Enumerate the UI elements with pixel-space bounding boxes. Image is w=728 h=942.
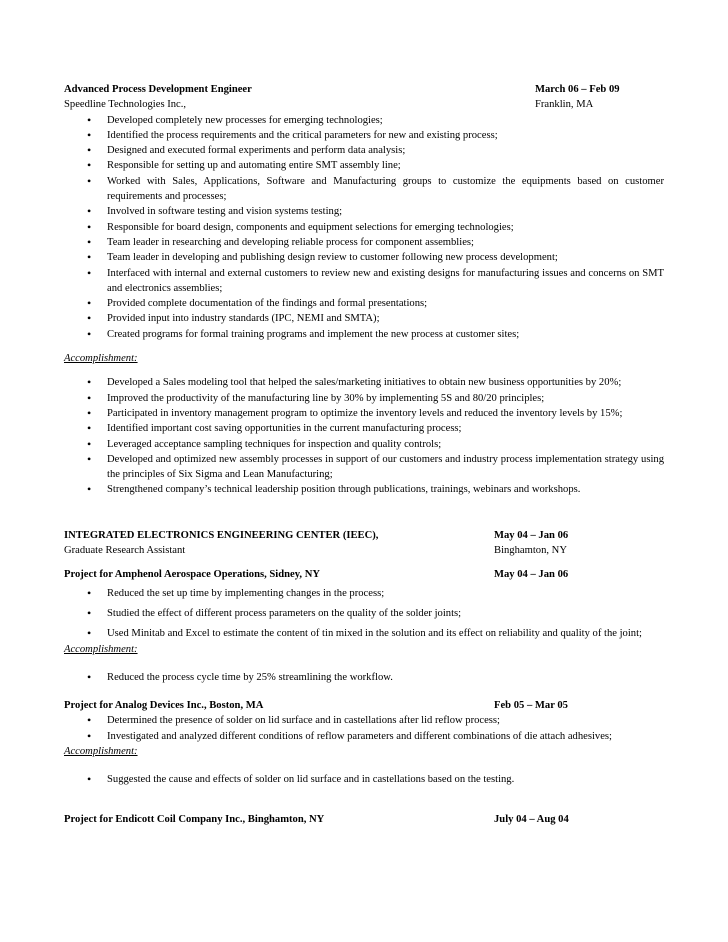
project-dates: Feb 05 – Mar 05 bbox=[494, 700, 568, 712]
list-item: • Responsible for setting up and automating entire SMT assembly line; bbox=[87, 158, 401, 173]
project-title: Project for Endicott Coil Company Inc., Binghamton, NY bbox=[64, 813, 325, 825]
list-item: • Developed completely new processes for emerging technologies; bbox=[87, 112, 383, 127]
list-item: • Reduced the set up time by implementing changes in the process; bbox=[87, 585, 385, 600]
list-item: • Developed a Sales modeling tool that helped the sales/marketing initiatives to obtain new business opportunities by 20%; bbox=[87, 375, 622, 390]
list-item: • Used Minitab and Excel to estimate the content of tin mixed in the solution and its effect on reliability and quality of the joint; bbox=[87, 626, 642, 641]
list-item: • Responsible for board design, components and equipment selections for emerging technologies; bbox=[87, 219, 514, 234]
project-dates: May 04 – Jan 06 bbox=[494, 569, 569, 581]
accomplishments-list bbox=[64, 375, 664, 497]
company-name: Speedline Technologies Inc., bbox=[64, 99, 187, 111]
org-name: INTEGRATED ELECTRONICS ENGINEERING CENTER (IEEC), bbox=[64, 529, 379, 541]
list-item: • Team leader in developing and publishing design review to customer following new process development; bbox=[87, 250, 558, 265]
list-item: • Provided complete documentation of the findings and formal presentations; bbox=[87, 296, 428, 311]
list-item: • Leveraged acceptance sampling techniques for inspection and quality controls; bbox=[87, 436, 442, 451]
accomplishments-list bbox=[64, 670, 664, 685]
list-item: • Determined the presence of solder on lid surface and in castellations after lid reflow process; bbox=[87, 713, 500, 728]
resume-page bbox=[64, 82, 664, 827]
org-header bbox=[64, 528, 664, 543]
company-line bbox=[64, 97, 664, 112]
job-title: Advanced Process Development Engineer bbox=[64, 84, 252, 95]
project-header bbox=[64, 698, 664, 713]
job-header bbox=[64, 82, 664, 97]
project-title: Project for Amphenol Aerospace Operations, Sidney, NY bbox=[64, 569, 321, 581]
list-item: • Identified important cost saving opportunities in the current manufacturing process; bbox=[87, 421, 462, 436]
project-title: Project for Analog Devices Inc., Boston, MA bbox=[64, 700, 264, 712]
list-item: • Developed and optimized new assembly processes in support of our customers and industry process implementation strategy using the principles of Six Sigma and Lean Manufacturing; bbox=[87, 451, 664, 481]
list-item: • Improved the productivity of the manufacturing line by 30% by implementing 5S and 80/20 principles; bbox=[87, 390, 545, 405]
project-header bbox=[64, 812, 664, 827]
role-line bbox=[64, 543, 664, 558]
accomplishments-list bbox=[64, 772, 664, 787]
accomplishment-heading: Accomplishment: bbox=[64, 745, 138, 757]
role-title: Graduate Research Assistant bbox=[64, 545, 186, 557]
company-location: Franklin, MA bbox=[535, 99, 594, 111]
list-item: • Strengthened company’s technical leadership position through publications, trainings, webinars and workshops. bbox=[87, 482, 581, 497]
list-item: • Reduced the process cycle time by 25% streamlining the workflow. bbox=[87, 669, 393, 684]
list-item: • Provided input into industry standards (IPC, NEMI and SMTA); bbox=[87, 311, 380, 326]
project-items-list bbox=[64, 713, 664, 744]
list-item: • Designed and executed formal experiments and perform data analysis; bbox=[87, 143, 406, 158]
list-item: • Involved in software testing and vision systems testing; bbox=[87, 204, 343, 219]
project-items-list bbox=[64, 586, 664, 642]
list-item: • Created programs for formal training programs and implement the new process at customer sites; bbox=[87, 326, 520, 341]
project-header bbox=[64, 567, 664, 582]
list-item: • Identified the process requirements and the critical parameters for new and existing process; bbox=[87, 127, 498, 142]
org-dates: May 04 – Jan 06 bbox=[494, 529, 569, 541]
list-item: • Investigated and analyzed different conditions of reflow parameters and different combinations of die attach adhesives; bbox=[87, 728, 612, 743]
accomplishment-heading: Accomplishment: bbox=[64, 353, 138, 365]
list-item: • Studied the effect of different process parameters on the quality of the solder joints; bbox=[87, 605, 462, 620]
job-dates: March 06 – Feb 09 bbox=[535, 84, 620, 95]
list-item: • Team leader in researching and developing reliable process for component assemblies; bbox=[87, 234, 474, 249]
duties-list bbox=[64, 113, 664, 342]
list-item: • Worked with Sales, Applications, Software and Manufacturing groups to customize the equipments based on customer requirements and processes; bbox=[87, 173, 664, 203]
project-dates: July 04 – Aug 04 bbox=[494, 813, 569, 825]
list-item: • Participated in inventory management program to optimize the inventory levels and reduced the inventory levels by 15%; bbox=[87, 405, 623, 420]
list-item: • Suggested the cause and effects of solder on lid surface and in castellations based on the testing. bbox=[87, 772, 515, 787]
accomplishment-heading: Accomplishment: bbox=[64, 643, 138, 655]
role-location: Binghamton, NY bbox=[494, 545, 567, 557]
list-item: • Interfaced with internal and external customers to review new and existing designs for manufacturing issues and concerns on SMT and electronics assemblies; bbox=[87, 265, 664, 294]
